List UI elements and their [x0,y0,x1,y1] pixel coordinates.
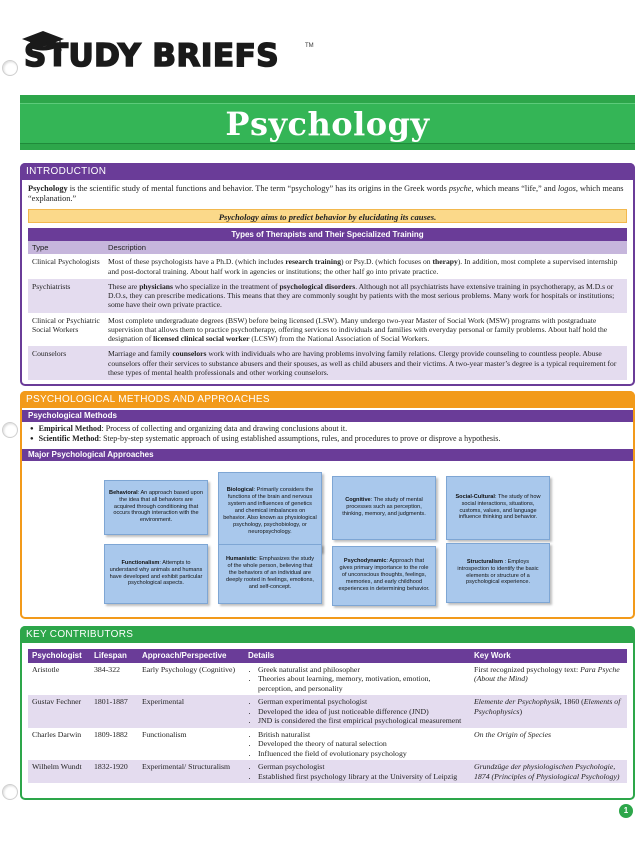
detail-item: • Established first psychology library at the University of Leipzig [258,772,466,782]
therapist-description: Most complete undergraduate degrees (BSW) before being licensed (LSW). Many undergo two-year Master of Social Work (MSW) programs with postgraduate supervision that allows them to practice psychotherapy, offering services to individuals and families with everyday personal or family problems. About half hold the designation of licensed clinical social worker (LCSW) from the National Association of Social Workers. [108,315,608,344]
key-work: On the Origin of Species [474,729,552,739]
column-header: Approach/Perspective [138,649,244,663]
therapist-type: Clinical or Psychiatric Social Workers [32,315,100,334]
introduction-section [20,163,635,386]
details [244,728,470,761]
therapist-type: Counselors [28,346,104,380]
list-item: ● Empirical Method: Process of collecting and organizing data and drawing conclusions about it. [30,424,625,434]
detail-item: • German psychologist [258,762,466,772]
approaches-subheading: Major Psychological Approaches [22,449,633,461]
table-row [28,663,627,696]
trademark: TM [305,43,314,49]
approach-box-structuralism: Structuralism : Employs introspection to identify the basic elements or structure of a psychological experience. [446,543,550,603]
contributors-heading: KEY CONTRIBUTORS [20,626,635,643]
methods-section [20,391,635,619]
therapist-description: These are physicians who specialize in the treatment of psychological disorders. Although not all psychiatrists have extensive training in psychotherapy, as M.D.s or D.O.s, they can prescribe medications. This means that they are commonly sought by patients with the most serious problems. Many work for hospitals or institutions; some have their own private practice. [104,279,627,313]
therapist-table-title: Types of Therapists and Their Specialized Training [28,228,627,241]
approach: Early Psychology (Cognitive) [142,664,236,674]
psychologist-name: Wilhelm Wundt [28,760,90,783]
details [244,760,470,783]
table-row [28,313,627,347]
approach-box-psychodynamic: Psychodynamic: Approach that gives primary importance to the role of unconscious thoughts, feelings, memories, and early childhood experiences in determining behavior. [332,546,436,606]
approach-box-humanistic: Humanistic: Emphasizes the study of the whole person, believing that the behaviors of an individual are deeply rooted in feelings, emotions, and self-concept. [218,544,322,604]
therapist-description: Marriage and family counselors work with individuals who are having problems involving family relations. Clergy provide counseling to countless people. Abuse counselors offer their services to substance abusers and their spouses, as well as child abusers and their victims. A two-year master’s degree is a typical requirement for these types of mental health professionals and other working counselors. [104,346,627,380]
detail-item: • JND is considered the first empirical psychological measurement [258,716,466,726]
approach-box-cognitive: Cognitive: The study of mental processes such as perception, thinking, memory, and judgments. [332,476,436,540]
column-header: Psychologist [28,649,90,663]
punch-hole [2,60,18,76]
contributors-section [20,626,635,800]
approach: Experimental/ Structuralism [138,760,244,783]
table-row [28,279,627,313]
column-header-type: Type [28,241,104,254]
title-banner [20,95,635,150]
approach: Functionalism [142,729,187,739]
detail-item: • Theories about learning, memory, motivation, emotion, perception, and personality [258,674,466,693]
therapist-description: Most of these psychologists have a Ph.D. (which includes research training) or Psy.D. (which focuses on therapy). In addition, most complete a supervised internship and post-doctoral training. About half work in agencies or institutions; the other half go into private practice. [108,257,618,276]
contributors-table [28,649,627,783]
table-row [28,760,627,783]
approach-box-social-cultural: Social-Cultural: The study of how social interactions, situations, customs, values, and language influence thinking and behavior. [446,476,550,540]
methods-list [22,422,633,447]
brand-logo [20,30,320,74]
approach: Experimental [138,695,244,728]
details [244,695,470,728]
table-row [28,254,627,279]
column-header: Details [244,649,470,663]
psychologist-name: Gustav Fechner [28,695,90,728]
punch-hole [2,784,18,800]
key-work: Elemente der Psychophysik, 1860 (Elements of Psychophysics) [470,695,627,728]
detail-item: • Developed the idea of just noticeable difference (JND) [258,707,466,717]
approaches-diagram [22,461,633,613]
therapist-type: Psychiatrists [28,279,104,313]
detail-item: • British naturalist [258,730,466,740]
column-header: Lifespan [90,649,138,663]
therapist-type: Clinical Psychologists [32,257,100,267]
approach-box-functionalism: Functionalism: Attempts to understand why animals and humans have developed and exhibit particular psychological aspects. [104,544,208,604]
key-work: First recognized psychology text: Para Psyche (About the Mind) [474,664,620,684]
key-callout: Psychology aims to predict behavior by elucidating its causes. [28,209,627,223]
intro-paragraph: Psychology is the scientific study of mental functions and behavior. The term “psychology” has its origins in the Greek words psyche, which means “life,” and logos, which means “explanation.” [28,184,624,204]
table-row [28,728,627,761]
details [244,663,470,696]
table-row [28,695,627,728]
detail-item: • Influenced the field of evolutionary psychology [258,749,466,759]
lifespan: 1809-1882 [94,729,128,739]
punch-hole [2,422,18,438]
lifespan: 1801-1887 [90,695,138,728]
detail-item: • Developed the theory of natural selection [258,739,466,749]
column-header: Key Work [470,649,627,663]
detail-item: • German experimental psychologist [258,697,466,707]
key-work: Grundzüge der physiologischen Psychologie, 1874 (Principles of Physiological Psychology) [470,760,627,783]
psychologist-name: Aristotle [32,664,60,674]
approach-box-biological: Biological: Primarily considers the functions of the brain and nervous system and influences of genetics and chemical imbalances on behavior. Also known as physiological psychology, psychobiology, or neuropsychology. [218,472,322,552]
lifespan: 1832-1920 [90,760,138,783]
introduction-heading: INTRODUCTION [20,163,635,180]
page-title: Psychology [225,105,430,143]
column-header-description: Description [104,241,627,254]
psychologist-name: Charles Darwin [32,729,82,739]
methods-heading: PSYCHOLOGICAL METHODS AND APPROACHES [20,391,635,408]
lifespan: 384-322 [94,664,120,674]
approach-box-behavioral: Behavioral: An approach based upon the idea that all behaviors are acquired through conditioning that occurs through interaction with the environment. [104,480,208,535]
page-number: 1 [619,804,633,818]
methods-subheading: Psychological Methods [22,410,633,422]
detail-item: • Greek naturalist and philosopher [258,665,466,675]
list-item: ● Scientific Method: Step-by-step systematic approach of using established assumptions, rules, and procedures to prove or disprove a hypothesis. [30,434,625,444]
table-row [28,346,627,380]
brand-name: STUDY BRIEFS [24,38,280,74]
therapist-table [28,241,627,380]
